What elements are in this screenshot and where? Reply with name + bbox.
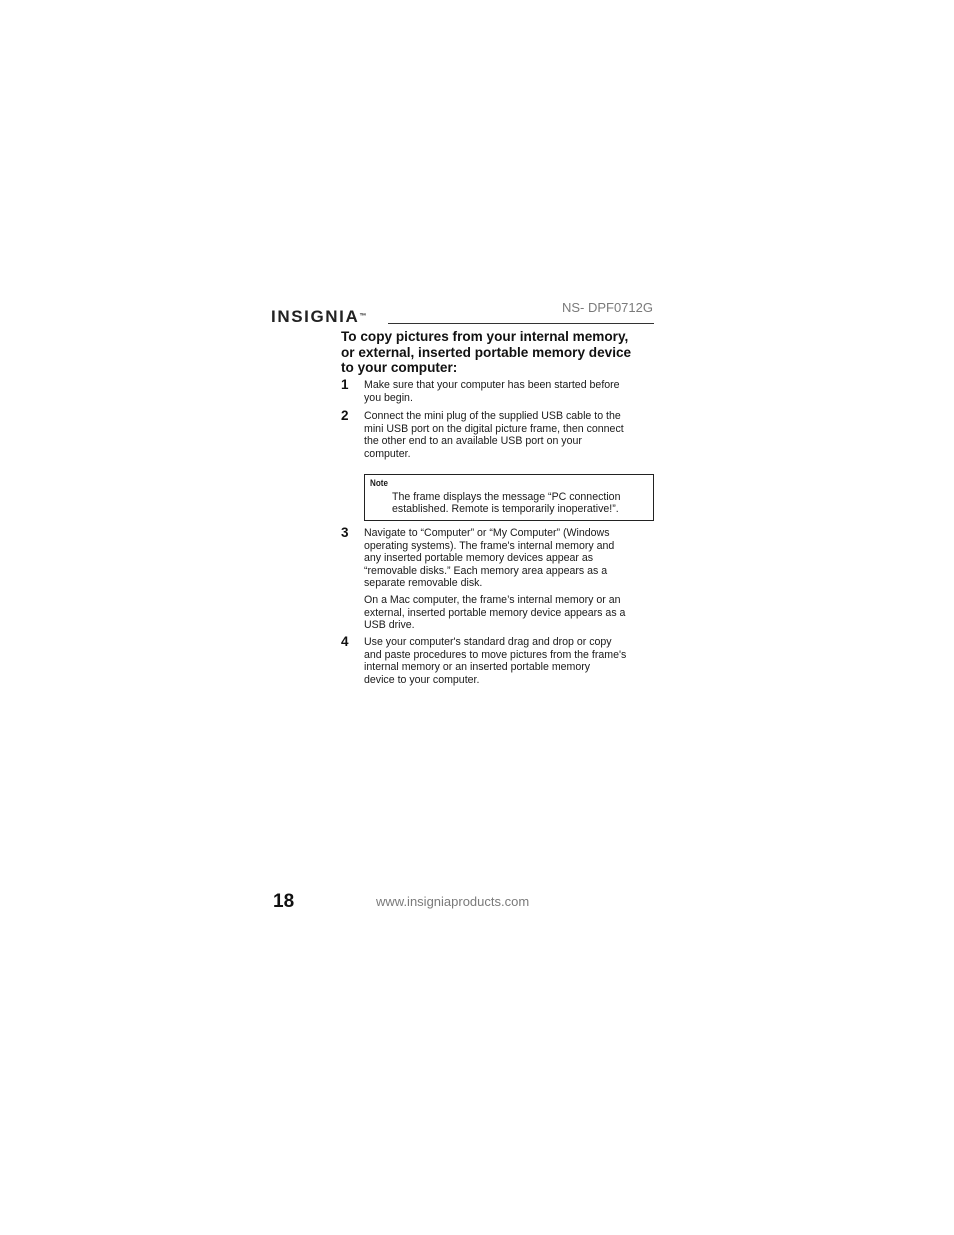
step-line: operating systems). The frame's internal memory and — [364, 539, 615, 552]
step-line: and paste procedures to move pictures from the frame's — [364, 648, 627, 661]
section-title-line: to your computer: — [341, 360, 458, 375]
brand-name: INSIGNIA — [271, 307, 360, 326]
step-line: Connect the mini plug of the supplied USB cable to the — [364, 410, 621, 422]
step-line: On a Mac computer, the frame’s internal memory or an — [364, 593, 621, 606]
step-number: 4 — [341, 634, 349, 649]
step-text — [364, 636, 657, 686]
section-title-line: To copy pictures from your internal memory, — [341, 329, 629, 344]
model-number: NS- DPF0712G — [561, 300, 653, 315]
step-text — [364, 410, 657, 460]
step-number: 3 — [341, 525, 349, 540]
step-line: the other end to an available USB port on your — [364, 435, 582, 448]
note-line: The frame displays the message “PC connection — [392, 491, 621, 503]
footer-url: www.insigniaproducts.com — [376, 894, 530, 909]
step-number: 2 — [341, 408, 349, 423]
page-number: 18 — [273, 891, 295, 912]
step-line: you begin. — [364, 391, 413, 404]
step-line: Use your computer's standard drag and drop or copy — [364, 636, 612, 648]
step-line: device to your computer. — [364, 673, 480, 686]
note-label: Note — [370, 478, 388, 489]
header-divider — [388, 323, 654, 324]
note-box — [364, 474, 654, 521]
step-number: 1 — [341, 377, 349, 392]
trademark-symbol: ™ — [359, 313, 367, 320]
note-text — [392, 491, 652, 515]
step-line: computer. — [364, 447, 411, 460]
section-title-line: or external, inserted portable memory device — [341, 344, 632, 360]
step-line: mini USB port on the digital picture frame, then connect — [364, 422, 624, 435]
step-line: Navigate to “Computer” or “My Computer” (Windows — [364, 527, 610, 539]
step-line: external, inserted portable memory device appears as a — [364, 606, 626, 619]
step-text — [364, 379, 657, 404]
step-line: internal memory or an inserted portable memory — [364, 661, 591, 674]
section-title — [341, 329, 661, 376]
step-line: “removable disks.” Each memory area appears as a — [364, 564, 608, 577]
step-line: any inserted portable memory devices appear as — [364, 552, 594, 565]
note-line: established. Remote is temporarily inoperative!”. — [392, 503, 619, 516]
step-line: Make sure that your computer has been started before — [364, 379, 620, 391]
step-line: USB drive. — [364, 619, 415, 632]
step-text — [364, 527, 657, 632]
insignia-logo — [271, 307, 366, 327]
step-line: separate removable disk. — [364, 577, 483, 590]
